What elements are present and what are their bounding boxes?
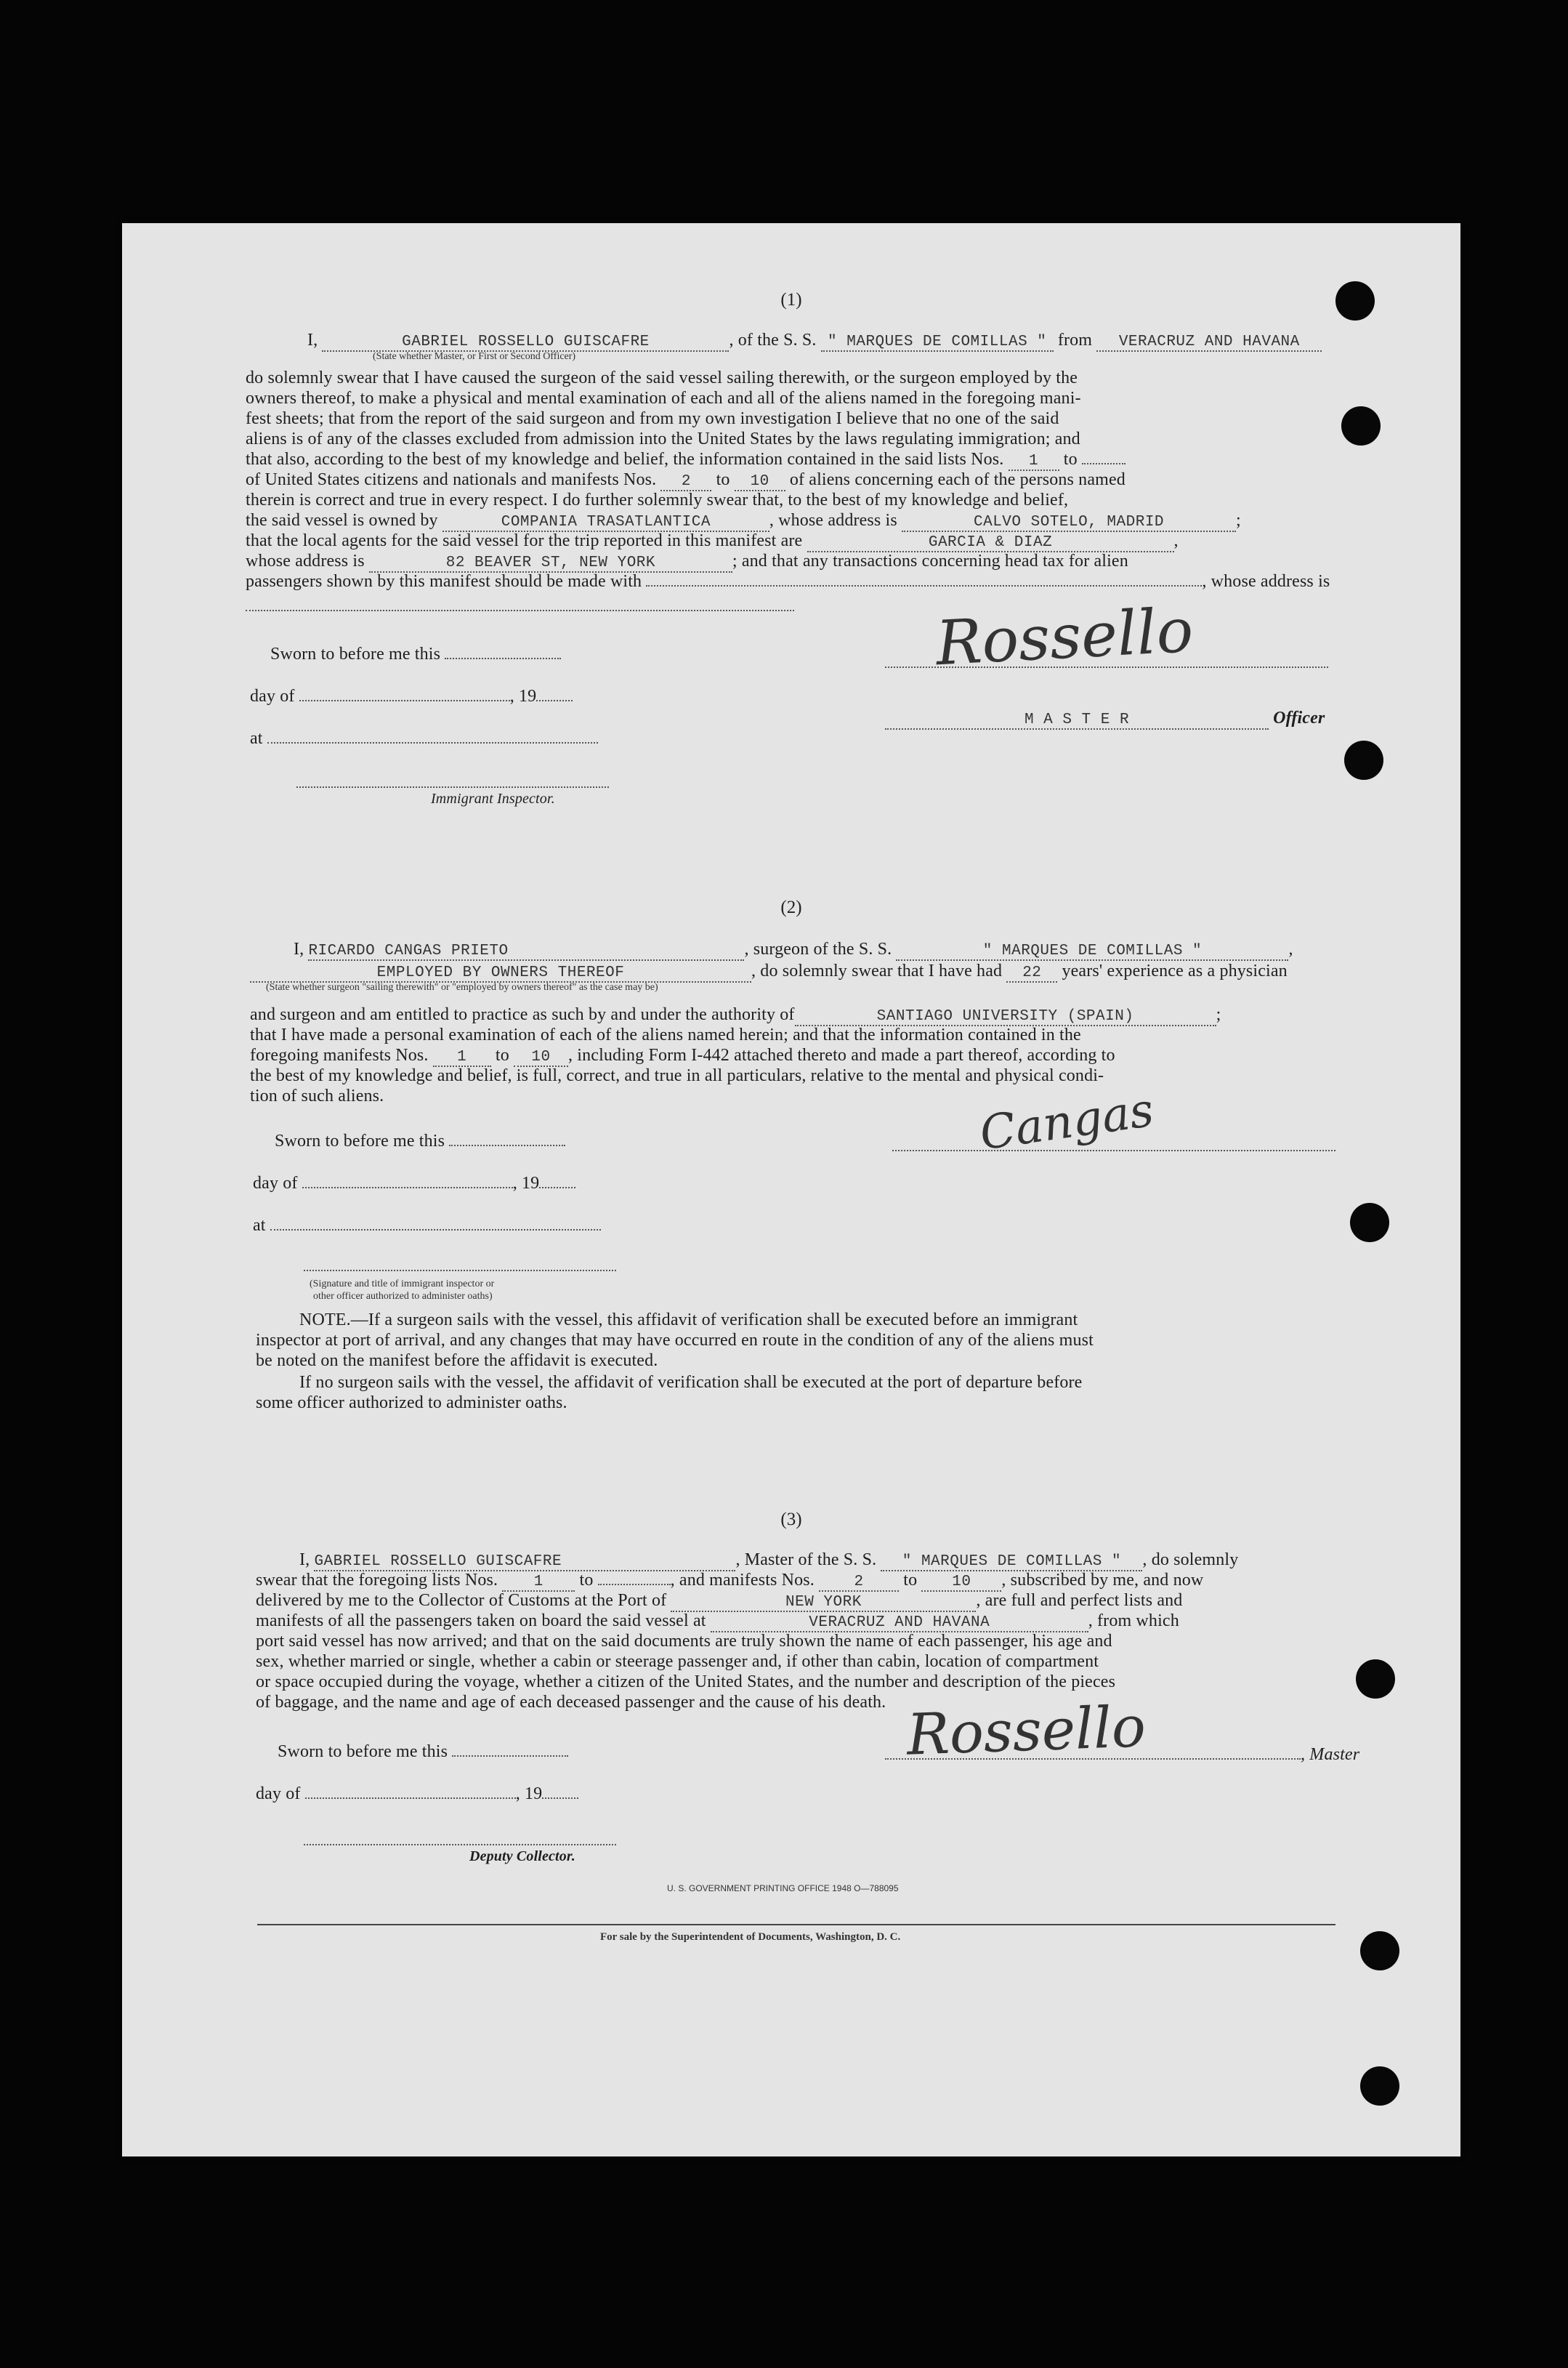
section-number: (3) (780, 1510, 802, 1529)
note-line: NOTE.—If a surgeon sails with the vessel, this affidavit of verification shall be executed before an immigrant (299, 1310, 1078, 1329)
day-line: day of , 19 (253, 1174, 575, 1193)
manifests-to: 10 (921, 1574, 1001, 1592)
master-line (307, 331, 1322, 352)
inspector-signature-line (296, 786, 609, 788)
master-signature-line (885, 1745, 1359, 1765)
collector-label: Deputy Collector. (469, 1848, 575, 1864)
authority-line: and surgeon and am entitled to practice as such by and under the authority of SANTIAGO UNIVERSITY (SPAIN) ; (250, 1005, 1221, 1025)
surgeon-line: I, RICARDO CANGAS PRIETO , surgeon of the S. S. " MARQUES DE COMILLAS " , (294, 940, 1293, 959)
punch-hole (1344, 741, 1383, 780)
agents-addr-label: whose address is (246, 552, 365, 571)
to-word: to (903, 1571, 918, 1590)
punch-hole (1350, 1203, 1389, 1242)
agents-address-line (246, 552, 1128, 573)
body-line: that I have made a personal examination of each of the aliens named herein; and that the information contained in the (250, 1026, 1081, 1044)
whose-address: , whose address is (1202, 572, 1330, 591)
manifests-from: 1 (433, 1049, 491, 1067)
note-line: be noted on the manifest before the affidavit is executed. (256, 1351, 658, 1370)
lists-to (1082, 463, 1126, 464)
officer-note: (State whether Master, or First or Second Officer) (373, 351, 576, 362)
manifests-label: foregoing manifests Nos. (250, 1046, 429, 1065)
body-line: fest sheets; that from the report of the said surgeon and from my own investigation I believe that no one of the said (246, 409, 1059, 428)
lists-to (598, 1584, 671, 1585)
lists-label: swear that the foregoing lists Nos. (256, 1571, 498, 1590)
from-label: from (1057, 331, 1093, 350)
vessel-name: " MARQUES DE COMILLAS " (881, 1553, 1142, 1571)
section-number: (2) (780, 898, 802, 917)
to-word: to (495, 1046, 509, 1065)
passengers-text: passengers shown by this manifest should be made with (246, 572, 642, 591)
footer-rule (257, 1924, 1335, 1925)
agents-address: 82 BEAVER ST, NEW YORK (369, 555, 732, 573)
collector-signature-line (304, 1844, 616, 1845)
employed-text: EMPLOYED BY OWNERS THEREOF (250, 964, 751, 983)
from-which: , from which (1088, 1611, 1179, 1630)
blank-line (246, 610, 794, 611)
sworn-label: Sworn to before me this (278, 1742, 568, 1762)
manifests-from: 2 (819, 1574, 899, 1592)
master-label: , Master of the S. S. (735, 1550, 877, 1569)
body-line: port said vessel has now arrived; and that on the said documents are truly shown the name of each passenger, his age and (256, 1632, 1112, 1651)
master-signature-line (885, 666, 1328, 668)
lists-line (246, 450, 1126, 471)
i-word: I, (299, 1550, 310, 1569)
signature-note: (Signature and title of immigrant inspector or (310, 1278, 495, 1289)
body-line: owners thereof, to make a physical and mental examination of each and all of the aliens named in the foregoing mani- (246, 389, 1081, 408)
sale-notice: For sale by the Superintendent of Documents, Washington, D. C. (600, 1931, 901, 1943)
master-line (299, 1550, 1238, 1571)
sworn-label: Sworn to before me this (275, 1132, 565, 1151)
sworn-label: Sworn to before me this (270, 645, 561, 664)
vessel-name: " MARQUES DE COMILLAS " (821, 334, 1054, 352)
solemnly-text: , do solemnly (1142, 1550, 1239, 1569)
from-port: VERACRUZ AND HAVANA (1096, 334, 1322, 352)
manifest-page (122, 223, 1460, 2156)
owner-name: COMPANIA TRASATLANTICA (442, 514, 769, 532)
signature-note: other officer authorized to administer oaths) (313, 1291, 493, 1302)
port-name: NEW YORK (671, 1594, 976, 1612)
body-line: do solemnly swear that I have caused the surgeon of the said vessel sailing therewith, or the surgeon employed by the (246, 369, 1078, 387)
at-line: at (253, 1216, 601, 1236)
punch-hole (1356, 1659, 1395, 1699)
master-signature: Rossello (905, 1694, 1147, 1768)
master-word: , Master (1301, 1745, 1360, 1764)
manifests-all: manifests of all the passengers taken on board the said vessel at (256, 1611, 706, 1630)
at-line: at (250, 729, 598, 749)
lists-line (256, 1571, 1203, 1592)
state-note: (State whether surgeon "sailing therewith" or "employed by owners thereof" as the case may be) (266, 982, 658, 993)
lists-from: 1 (502, 1574, 575, 1592)
from-port: VERACRUZ AND HAVANA (711, 1614, 1088, 1632)
master-signature: Rossello (934, 594, 1195, 680)
master-name: GABRIEL ROSSELLO GUISCAFRE (314, 1553, 735, 1571)
port-line (256, 1591, 1182, 1612)
surgeon-label: , surgeon of the S. S. (744, 940, 892, 959)
body-line: therein is correct and true in every respect. I do further solemnly swear that, to the best of my knowledge and belief, (246, 491, 1069, 510)
full-text: , are full and perfect lists and (976, 1591, 1183, 1610)
citizens-line (246, 470, 1126, 491)
owner-address: CALVO SOTELO, MADRID (902, 514, 1236, 532)
employed-line (250, 962, 1288, 983)
of-ss-label: , of the S. S. (729, 331, 817, 350)
to-word: to (716, 470, 730, 489)
printing-office: U. S. GOVERNMENT PRINTING OFFICE 1948 O—788095 (667, 1883, 899, 1893)
agents-line: that the local agents for the said vessel for the trip reported in this manifest are GARCIA & DIAZ , (246, 531, 1179, 551)
note-line: If no surgeon sails with the vessel, the affidavit of verification shall be executed at the port of departure before (299, 1373, 1083, 1392)
agents-name: GARCIA & DIAZ (807, 534, 1174, 552)
manifests-to: 10 (735, 473, 785, 491)
citizens-text: of United States citizens and nationals and manifests Nos. (246, 470, 657, 489)
subscribed-text: , subscribed by me, and now (1001, 1571, 1204, 1590)
surgeon-signature: Cangas (977, 1083, 1157, 1161)
punch-hole (1360, 1931, 1399, 1970)
to-word: to (579, 1571, 594, 1590)
manifests-label: , and manifests Nos. (670, 1571, 815, 1590)
form-text: , including Form I-442 attached thereto and made a part thereof, according to (568, 1046, 1115, 1065)
owner-line: the said vessel is owned by COMPANIA TRASATLANTICA , whose address is CALVO SOTELO, MADRID ; (246, 511, 1241, 531)
surgeon-signature-line (892, 1150, 1335, 1151)
lists-from: 1 (1009, 453, 1059, 471)
master-title-line (885, 709, 1325, 730)
body-line: aliens is of any of the classes excluded from admission into the United States by the laws regulating immigration; and (246, 430, 1080, 448)
years-label: years' experience as a physician (1062, 962, 1288, 980)
i-word: I, (294, 940, 304, 959)
officer-word: Officer (1273, 709, 1325, 728)
master-title: M A S T E R (885, 712, 1269, 730)
day-line: day of , 19 (256, 1784, 578, 1804)
punch-hole (1341, 406, 1381, 446)
manifests-line (250, 1046, 1115, 1067)
body-line: sex, whether married or single, whether a cabin or steerage passenger and, if other than cabin, location of compartment (256, 1652, 1099, 1671)
surgeon-name: RICARDO CANGAS PRIETO (308, 943, 744, 961)
swear-label: , do solemnly swear that I have had (751, 962, 1003, 980)
master-name: GABRIEL ROSSELLO GUISCAFRE (322, 334, 729, 352)
note-line: some officer authorized to administer oaths. (256, 1393, 567, 1412)
section-number: (1) (780, 290, 802, 310)
punch-hole (1360, 2066, 1399, 2106)
owned-label: the said vessel is owned by (246, 511, 438, 530)
delivered-label: delivered by me to the Collector of Customs at the Port of (256, 1591, 667, 1610)
authority-label: and surgeon and am entitled to practice as such by and under the authority of (250, 1005, 795, 1024)
body-line: the best of my knowledge and belief, is full, correct, and true in all particulars, relative to the mental and physical condi- (250, 1066, 1104, 1085)
manifests-to: 10 (514, 1049, 568, 1067)
body-line: tion of such aliens. (250, 1087, 384, 1106)
agents-label: that the local agents for the said vessel for the trip reported in this manifest are (246, 531, 803, 550)
body-line: of baggage, and the name and age of each deceased passenger and the cause of his death. (256, 1693, 886, 1712)
body-line: that also, according to the best of my knowledge and belief, the information contained in the said lists Nos. (246, 450, 1004, 469)
to-word: to (1063, 450, 1078, 469)
address-label: , whose address is (769, 511, 897, 530)
inspector-signature-line (304, 1270, 616, 1271)
from-port-line (256, 1611, 1179, 1632)
vessel-name: " MARQUES DE COMILLAS " (896, 943, 1288, 961)
head-tax-text: ; and that any transactions concerning head tax for alien (732, 552, 1128, 571)
day-line: day of , 19 (250, 687, 573, 706)
note-line: inspector at port of arrival, and any changes that may have occurred en route in the condition of any of the aliens must (256, 1331, 1094, 1350)
i-word: I, (307, 331, 318, 350)
body-line: or space occupied during the voyage, whether a citizen of the United States, and the number and description of the pieces (256, 1672, 1116, 1691)
years: 22 (1006, 964, 1057, 983)
manifests-from: 2 (660, 473, 711, 491)
aliens-text: of aliens concerning each of the persons named (789, 470, 1126, 489)
inspector-label: Immigrant Inspector. (431, 791, 555, 807)
passengers-line (246, 572, 1330, 592)
authority: SANTIAGO UNIVERSITY (SPAIN) (795, 1008, 1216, 1026)
